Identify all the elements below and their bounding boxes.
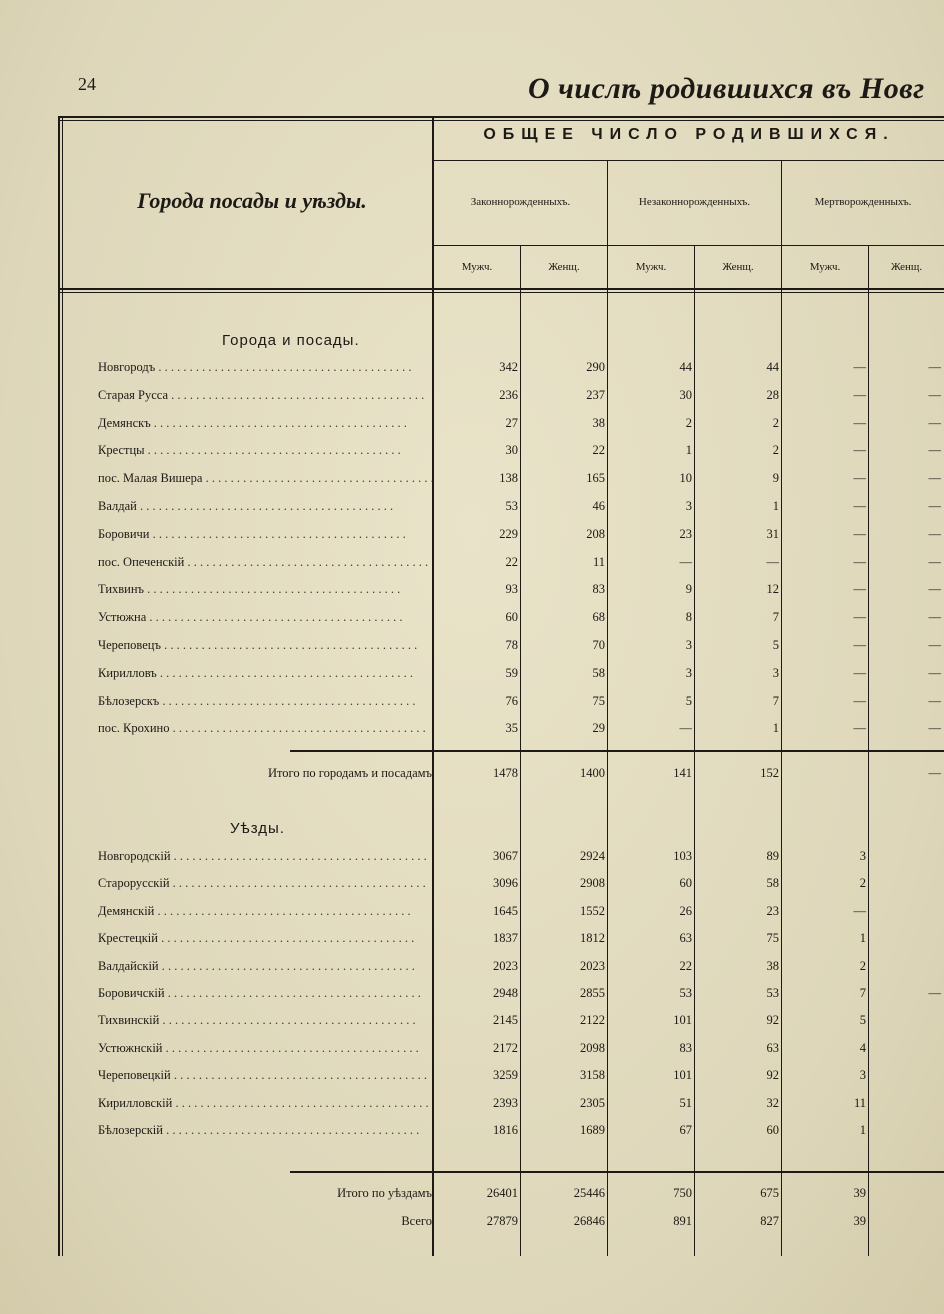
cell-value: 67: [679, 1123, 692, 1137]
cell-value: —: [853, 443, 866, 458]
cell-value: 2: [772, 443, 779, 458]
row-name: Боровичи . . .: [98, 527, 432, 542]
row-name: пос. Опеченскій . . .: [98, 555, 432, 570]
cell-value: 83: [592, 582, 605, 597]
cell-value: —: [928, 693, 941, 708]
cell-value: 101: [673, 1013, 692, 1028]
cell-value: 2855: [580, 986, 605, 1000]
statistics-table: [58, 116, 944, 1256]
cell-value: 2122: [580, 1013, 605, 1028]
cell-value: 92: [766, 1068, 779, 1083]
cell-value: —: [928, 443, 941, 458]
cell-value: —: [928, 360, 941, 374]
row-name: Кирилловъ . . .: [98, 666, 432, 681]
table-row: [58, 931, 944, 959]
cell-value: 1: [859, 931, 866, 946]
row-name: пос. Крохино . . .: [98, 721, 432, 736]
row-name: Тихвинскій . . .: [98, 1013, 432, 1028]
cell-value: 5: [685, 693, 692, 708]
cell-value: 29: [592, 721, 605, 736]
cell-value: 2908: [580, 876, 605, 891]
cell-value: 2: [859, 958, 866, 973]
cell-value: —: [928, 499, 941, 513]
cell-value: 51: [679, 1095, 692, 1110]
row-name: Демянскій . . .: [98, 904, 432, 919]
cell-value: 2924: [580, 849, 605, 863]
total-label: Всего: [401, 1214, 432, 1228]
cell-value: 152: [760, 766, 779, 780]
cell-value: —: [853, 415, 866, 430]
cell-value: 236: [499, 387, 518, 402]
cell-value: —: [928, 415, 941, 430]
row-name: Крестцы . . .: [98, 443, 432, 458]
group-header-stillborn: Мертворожденныхъ.: [814, 196, 912, 208]
cell-value: 70: [592, 638, 605, 652]
cell-value: 75: [592, 693, 605, 708]
cell-value: 10: [679, 471, 692, 486]
cell-value: 11: [592, 554, 605, 569]
cell-value: 3: [859, 849, 866, 863]
cell-value: 22: [679, 958, 692, 973]
cell-value: 1552: [580, 903, 605, 918]
table-row: [58, 666, 944, 694]
cell-value: 53: [679, 986, 692, 1000]
row-name: Бѣлозерскій . . .: [98, 1123, 432, 1138]
cell-value: —: [928, 665, 941, 680]
cell-value: 3096: [493, 876, 518, 891]
cell-value: 342: [499, 360, 518, 374]
cell-value: 2: [772, 415, 779, 430]
cell-value: 5: [859, 1013, 866, 1028]
cell-value: 11: [853, 1095, 866, 1110]
cell-value: 53: [505, 499, 518, 513]
table-row: [58, 721, 944, 749]
table-row: [58, 416, 944, 444]
cell-value: 141: [673, 766, 692, 780]
cell-value: 750: [673, 1186, 692, 1200]
total-label: Итого по городамъ и посадамъ: [267, 766, 432, 780]
cell-value: 58: [766, 876, 779, 891]
cell-value: 2: [685, 415, 692, 430]
table-row: [58, 471, 944, 499]
section-title-districts: Уѣзды.: [230, 820, 285, 837]
cell-value: 2305: [580, 1095, 605, 1110]
cell-value: 38: [592, 415, 605, 430]
cell-value: 2145: [493, 1013, 518, 1028]
main-header: ОБЩЕЕ ЧИСЛО РОДИВШИХСЯ.: [483, 126, 895, 143]
cell-value: 30: [679, 387, 692, 402]
cell-value: 4: [859, 1040, 866, 1055]
cell-value: 891: [673, 1214, 692, 1228]
cell-value: 59: [505, 665, 518, 680]
row-name: Валдай . . .: [98, 499, 432, 514]
row-name: Новгородскій . . .: [98, 849, 432, 864]
table-row: [58, 388, 944, 416]
subheader-male: Мужч.: [461, 261, 493, 273]
cell-value: —: [853, 360, 866, 374]
table-row: [58, 555, 944, 583]
cell-value: 1689: [580, 1123, 605, 1137]
cell-value: 103: [673, 849, 692, 863]
cell-value: 2098: [580, 1040, 605, 1055]
cell-value: —: [853, 499, 866, 513]
table-row: [58, 582, 944, 610]
cell-value: 5: [772, 638, 779, 652]
cell-value: —: [853, 387, 866, 402]
table-row: [58, 443, 944, 471]
cell-value: 26: [679, 903, 692, 918]
cell-value: —: [853, 665, 866, 680]
cell-value: 208: [586, 526, 605, 541]
cell-value: —: [928, 638, 941, 652]
total-label: Итого по уѣздамъ: [337, 1186, 432, 1200]
cell-value: —: [853, 554, 866, 569]
table-row: [58, 1096, 944, 1124]
row-name: Боровичскій . . .: [98, 986, 432, 1001]
cell-value: 229: [499, 526, 518, 541]
cell-value: 1: [859, 1123, 866, 1137]
subheader-male: Мужч.: [809, 261, 841, 273]
cell-value: 2: [859, 876, 866, 891]
cell-value: 60: [766, 1123, 779, 1137]
subheader-male: Мужч.: [635, 261, 667, 273]
table-row: [58, 849, 944, 877]
group-header-legitimate: Законнорожденныхъ.: [470, 196, 571, 208]
table-row: [58, 876, 944, 904]
cell-value: 44: [679, 360, 692, 374]
cell-value: 1837: [493, 931, 518, 946]
cell-value: 3: [685, 499, 692, 513]
table-row: [58, 1041, 944, 1069]
cell-value: —: [766, 554, 779, 569]
section-title-towns: Города и посады.: [222, 332, 360, 349]
cell-value: 3: [772, 665, 779, 680]
cell-value: 3: [859, 1068, 866, 1083]
cell-value: —: [853, 693, 866, 708]
row-name: Бѣлозерскъ . . .: [98, 694, 432, 709]
table-row: [58, 1068, 944, 1096]
cell-value: 26846: [573, 1214, 605, 1228]
cell-value: 25446: [573, 1186, 605, 1200]
cell-value: 2172: [493, 1040, 518, 1055]
row-name: Тихвинъ . . .: [98, 582, 432, 597]
cell-value: 83: [679, 1040, 692, 1055]
cell-value: 38: [766, 958, 779, 973]
cell-value: 2023: [580, 958, 605, 973]
grand-total-row: [58, 1214, 944, 1242]
cell-value: —: [928, 471, 941, 486]
cell-value: 60: [679, 876, 692, 891]
cell-value: 1816: [493, 1123, 518, 1137]
subheader-female: Женщ.: [890, 261, 923, 273]
cell-value: —: [853, 526, 866, 541]
table-row: [58, 694, 944, 722]
cell-value: 7: [859, 986, 866, 1000]
cell-value: 1: [772, 499, 779, 513]
cell-value: 237: [586, 387, 605, 402]
cell-value: 35: [505, 721, 518, 736]
cell-value: 68: [592, 610, 605, 625]
row-name: Новгородъ . . .: [98, 360, 432, 375]
cell-value: 39: [853, 1214, 866, 1228]
cell-value: —: [928, 554, 941, 569]
row-name: Кирилловскій . . .: [98, 1096, 432, 1111]
table-row: [58, 1123, 944, 1151]
cell-value: 3: [685, 638, 692, 652]
row-name: пос. Малая Вишера . . .: [98, 471, 432, 486]
table-row: [58, 1013, 944, 1041]
cell-value: 75: [766, 931, 779, 946]
table-row: [58, 527, 944, 555]
table-row: [58, 360, 944, 388]
row-name: Устюжна . . .: [98, 610, 432, 625]
cell-value: 1812: [580, 931, 605, 946]
row-name: Крестецкій . . .: [98, 931, 432, 946]
row-name: Демянскъ . . .: [98, 416, 432, 431]
cell-value: 76: [505, 693, 518, 708]
cell-value: 32: [766, 1095, 779, 1110]
table-row: [58, 499, 944, 527]
cell-value: 3067: [493, 849, 518, 863]
cell-value: —: [853, 903, 866, 918]
cell-value: 2948: [493, 986, 518, 1000]
cell-value: 44: [766, 360, 779, 374]
row-name: Череповецкій . . .: [98, 1068, 432, 1083]
table-row: [58, 959, 944, 987]
page-heading: О числѣ родившихся въ Новг: [528, 72, 925, 105]
cell-value: 1645: [493, 903, 518, 918]
cell-value: 3158: [580, 1068, 605, 1083]
row-name: Череповецъ . . .: [98, 638, 432, 653]
cell-value: —: [928, 582, 941, 597]
row-name: Старая Русса . . .: [98, 388, 432, 403]
cell-value: —: [928, 610, 941, 625]
cell-value: 53: [766, 986, 779, 1000]
cell-value: 2393: [493, 1095, 518, 1110]
cell-value: 27879: [486, 1214, 518, 1228]
subheader-female: Женщ.: [548, 261, 580, 273]
cell-value: —: [928, 526, 941, 541]
cell-value: 675: [760, 1186, 779, 1200]
row-header: Города посады и уѣзды.: [137, 188, 367, 213]
cell-value: —: [853, 582, 866, 597]
group-header-illegitimate: Незаконнорожденныхъ.: [638, 196, 751, 208]
cell-value: 58: [592, 665, 605, 680]
cell-value: 138: [499, 471, 518, 486]
cell-value: 92: [766, 1013, 779, 1028]
cell-value: 93: [505, 582, 518, 597]
cell-value: 3: [685, 665, 692, 680]
cell-value: 9: [685, 582, 692, 597]
cell-value: 1: [772, 721, 779, 736]
cell-value: 31: [766, 526, 779, 541]
subheader-female: Женщ.: [722, 261, 754, 273]
cell-value: 2023: [493, 958, 518, 973]
cell-value: —: [928, 986, 941, 1000]
cell-value: 30: [505, 443, 518, 458]
cell-value: —: [853, 471, 866, 486]
cell-value: 46: [592, 499, 605, 513]
table-row: [58, 904, 944, 932]
cell-value: —: [853, 610, 866, 625]
cell-value: 63: [679, 931, 692, 946]
cell-value: 26401: [486, 1186, 518, 1200]
cell-value: 9: [772, 471, 779, 486]
table-row: [58, 986, 944, 1014]
cell-value: 22: [592, 443, 605, 458]
table-row: [58, 610, 944, 638]
cell-value: 27: [505, 415, 518, 430]
row-name: Валдайскій . . .: [98, 959, 432, 974]
cell-value: 23: [766, 903, 779, 918]
cell-value: 3259: [493, 1068, 518, 1083]
cell-value: 1478: [493, 766, 518, 780]
cell-value: 78: [505, 638, 518, 652]
cell-value: 7: [772, 610, 779, 625]
cell-value: 8: [685, 610, 692, 625]
page-number: 24: [78, 74, 96, 94]
towns-total-row: [58, 766, 944, 794]
cell-value: 827: [760, 1214, 779, 1228]
cell-value: 60: [505, 610, 518, 625]
districts-total-row: [58, 1186, 944, 1214]
cell-value: 39: [853, 1186, 866, 1200]
cell-value: —: [679, 721, 692, 736]
row-name: Устюжнскій . . .: [98, 1041, 432, 1056]
cell-value: 101: [673, 1068, 692, 1083]
cell-value: —: [853, 721, 866, 736]
cell-value: —: [928, 766, 941, 780]
cell-value: —: [928, 721, 941, 736]
cell-value: 165: [586, 471, 605, 486]
cell-value: 290: [586, 360, 605, 374]
cell-value: 23: [679, 526, 692, 541]
cell-value: 28: [766, 387, 779, 402]
row-name: Старорусскій . . .: [98, 876, 432, 891]
cell-value: —: [928, 387, 941, 402]
table-row: [58, 638, 944, 666]
cell-value: 1: [685, 443, 692, 458]
cell-value: 89: [766, 849, 779, 863]
cell-value: 7: [772, 693, 779, 708]
cell-value: —: [853, 638, 866, 652]
cell-value: 1400: [580, 766, 605, 780]
cell-value: —: [679, 554, 692, 569]
cell-value: 63: [766, 1040, 779, 1055]
cell-value: 22: [505, 554, 518, 569]
cell-value: 12: [766, 582, 779, 597]
